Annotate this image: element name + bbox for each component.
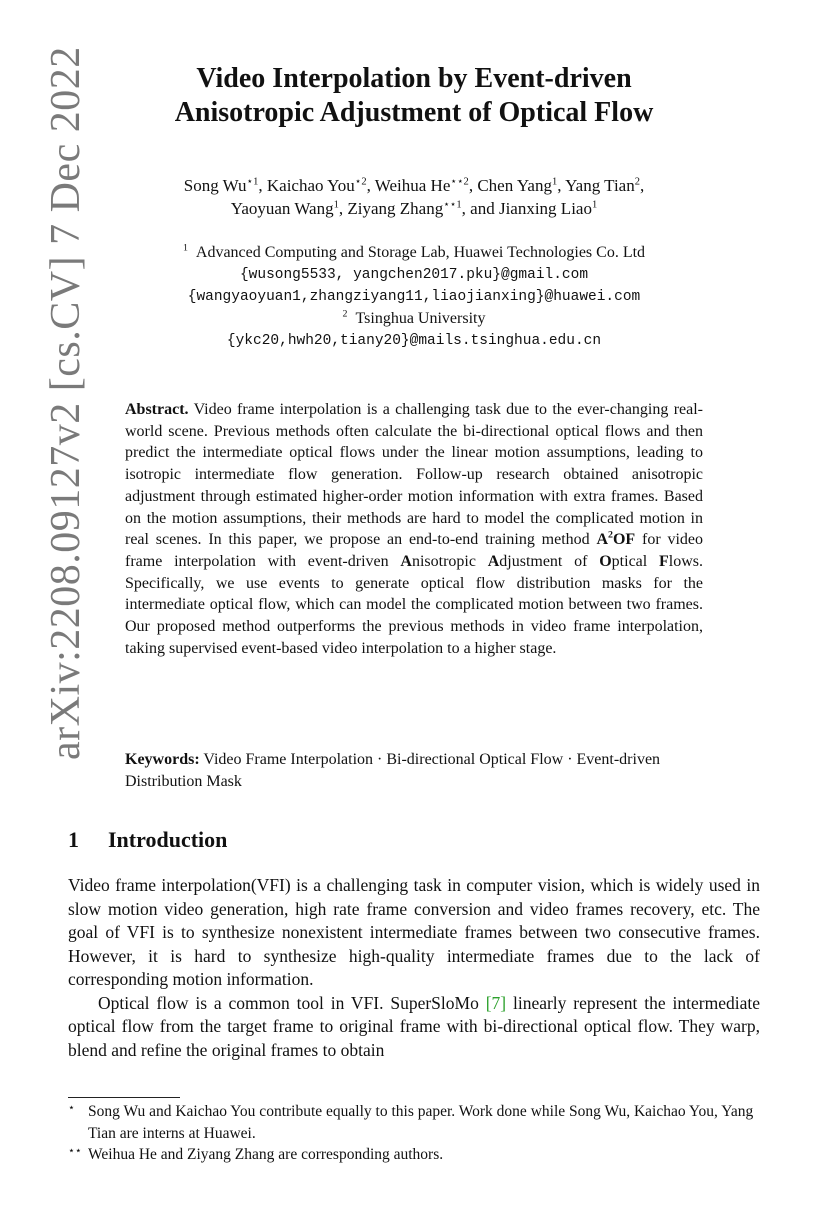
footnote [68, 1144, 760, 1166]
bold-letter: A [400, 552, 412, 570]
keywords [125, 749, 703, 792]
footnote-rule [68, 1097, 180, 1098]
bold-letter: F [658, 552, 669, 570]
author-name: Ziyang Zhang [347, 199, 444, 218]
paragraph: Video frame interpolation(VFI) is a challenging task in computer vision, which is widely used in slow motion video generation, high rate frame conversion and video frames recovery, etc. The goal of VFI is to synthesize nonexistent intermediate frames between two consecutive frames. However, it is hard to synthesize high-quality intermediate frames due to the lack of corresponding motion information. [68, 875, 760, 989]
arxiv-watermark: arXiv:2208.09127v2 [cs.CV] 7 Dec 2022 [43, 46, 89, 760]
method-name-a: A [596, 531, 609, 549]
keywords-text: Video Frame Interpolation · Bi-directional Optical Flow · Event-driven Distribution Mask [125, 751, 661, 790]
method-name [596, 531, 635, 548]
abstract-text: for video frame interpolation with event-driven [125, 531, 704, 570]
author-marker: ⋆⋆2 [450, 176, 469, 188]
author-marker: ⋆⋆1 [443, 199, 462, 211]
footnote [68, 1101, 760, 1144]
affiliation-text: Advanced Computing and Storage Lab, Huawei Technologies Co. Ltd [195, 244, 646, 261]
paragraph [68, 992, 760, 1063]
title-line-2: Anisotropic Adjustment of Optical Flow [174, 97, 654, 128]
email-line: {wusong5533, yangchen2017.pku}@gmail.com [239, 267, 589, 283]
author-name: Song Wu [183, 176, 247, 195]
method-name-sup: 2 [608, 529, 613, 541]
affiliation-number: 2 [342, 308, 348, 320]
citation-link[interactable]: [7] [485, 992, 507, 1013]
author-marker: 2 [634, 176, 640, 188]
abstract [125, 399, 703, 659]
bold-letter: O [599, 552, 612, 570]
keywords-label: Keywords: [125, 751, 200, 768]
section-number: 1 [68, 827, 79, 852]
author-name: Kaichao You [266, 176, 355, 195]
footnote-mark: ⋆⋆ [68, 1145, 82, 1157]
abstract-text: djustment of [499, 552, 600, 570]
paragraph-text: Optical flow is a common tool in VFI. SuperSloMo [98, 992, 486, 1013]
section-title: Introduction [108, 827, 228, 852]
affiliation-text: Tsinghua University [355, 310, 486, 327]
author-marker: ⋆2 [354, 176, 367, 188]
abstract-text: Video frame interpolation is a challenging task due to the ever-changing real-world scene. Previous methods often calculate the bi-directional optical flows and then predict the intermediate optical flows under the linear motion assumptions, leading to isotropic intermediate flow generation. Follow-up research obtained anisotropic adjustment through estimated higher-order motion information with extra frames. Based on the motion assumptions, their methods are hard to model the complicated motion in real scenes. In this paper, we propose an end-to-end training method [125, 401, 703, 549]
paper-title [100, 62, 728, 130]
author-name: Weihua He [374, 176, 451, 195]
author-marker: 1 [591, 199, 598, 211]
footnote-mark: ⋆ [68, 1102, 75, 1114]
email-line: {wangyaoyuan1,zhangziyang11,liaojianxing}@huawei.com [187, 289, 641, 305]
affiliations [90, 242, 738, 352]
author-name: Chen Yang [477, 176, 552, 195]
affiliation-2 [90, 308, 738, 330]
title-line-1: Video Interpolation by Event-driven [196, 63, 632, 94]
footnote-text: Song Wu and Kaichao You contribute equally to this paper. Work done while Song Wu, Kaichao You, Yang Tian are interns at Huawei. [88, 1103, 754, 1142]
author-marker: 1 [333, 199, 339, 211]
abstract-text: lows. Specifically, we use events to generate optical flow distribution masks for the intermediate optical flow, which can model the complicated motion between two frames. Our proposed method outperforms the previous methods in video frame interpolation, taking supervised event-based video interpolation to a higher stage. [125, 552, 703, 657]
author-name: Jianxing Liao [498, 199, 592, 218]
paragraph-text: linearly represent the intermediate optical flow from the target frame to original frame with bi-directional optical flow. They warp, blend and refine the original frames to obtain [68, 992, 760, 1060]
author-name: Yaoyuan Wang [230, 199, 334, 218]
affiliation-1 [90, 242, 738, 264]
footnotes [68, 1101, 760, 1166]
method-name-of: OF [612, 531, 636, 549]
body-text [68, 874, 760, 1062]
footnote-text: Weihua He and Ziyang Zhang are corresponding authors. [88, 1146, 444, 1163]
affiliation-number: 1 [182, 242, 188, 254]
abstract-text: nisotropic [411, 552, 488, 570]
author-marker: ⋆1 [246, 176, 259, 188]
author-conjunction: and [470, 199, 499, 218]
abstract-text: ptical [611, 552, 659, 570]
abstract-label: Abstract. [125, 401, 189, 418]
bold-letter: A [487, 552, 500, 570]
section-heading [68, 827, 227, 853]
author-name: Yang Tian [565, 176, 635, 195]
author-list: Song $Wu^{⋆1}$, Kaichao You$^{⋆2}$, Weihua $He^{⋆⋆2}$, Chen Yang$^1$, Yang Tian$^2$, Yaoyuan Wang$^1$, Ziyang Zhang$^{⋆⋆1}$, and Jianxing Liao$^1$ [183, 176, 645, 218]
author-marker: 1 [551, 176, 558, 188]
email-line: {ykc20,hwh20,tiany20}@mails.tsinghua.edu.cn [226, 333, 602, 349]
